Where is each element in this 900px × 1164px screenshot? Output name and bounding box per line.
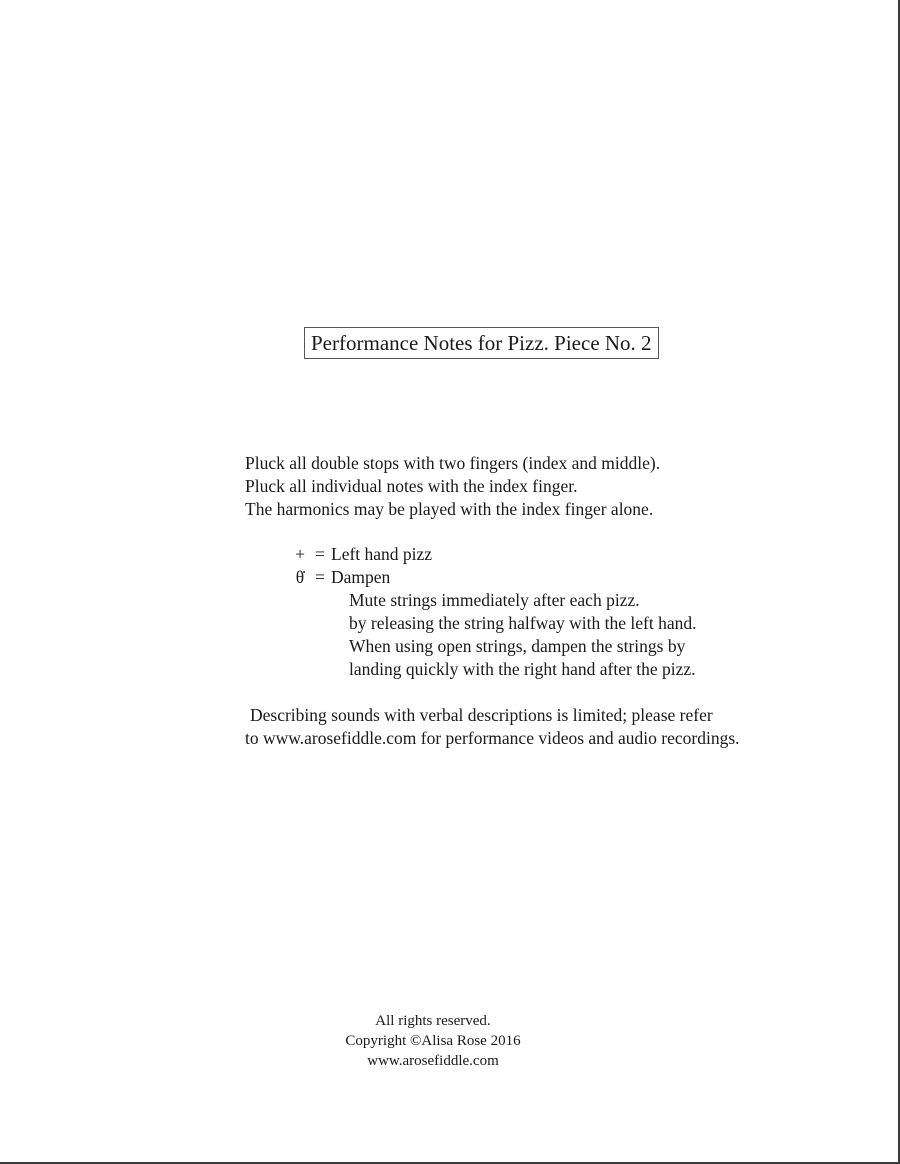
intro-line: Pluck all double stops with two fingers (index and middle).: [245, 453, 661, 473]
dampen-detail-line: When using open strings, dampen the strings by: [349, 636, 686, 656]
closing-note: [245, 704, 740, 750]
dampen-detail-line: landing quickly with the right hand after the pizz.: [349, 659, 696, 679]
rights-text: All rights reserved.: [375, 1013, 491, 1029]
legend-row-left-hand-pizz: [291, 543, 696, 566]
intro-instructions: [245, 452, 660, 521]
dampen-detail-line: Mute strings immediately after each pizz.: [349, 590, 640, 610]
legend-label: Left hand pizz: [331, 544, 433, 564]
copyright-text: Copyright ©Alisa Rose 2016: [345, 1033, 521, 1049]
legend-label: Dampen: [331, 567, 391, 587]
closing-line: Describing sounds with verbal descriptions is limited; please refer: [250, 705, 713, 725]
intro-line: The harmonics may be played with the index finger alone.: [245, 499, 654, 519]
dampen-detail-line: by releasing the string halfway with the left hand.: [349, 613, 697, 633]
intro-line: Pluck all individual notes with the index finger.: [245, 476, 578, 496]
copyright-footer: [333, 1011, 533, 1071]
dampen-symbol-icon: θ̇: [295, 567, 305, 587]
equals-sign: =: [315, 544, 325, 564]
plus-symbol-icon: +: [295, 544, 305, 564]
page-title: Performance Notes for Pizz. Piece No. 2: [304, 327, 659, 359]
symbol-legend: [291, 543, 696, 681]
equals-sign: =: [315, 567, 325, 587]
legend-row-dampen: [291, 566, 696, 589]
closing-line: to www.arosefiddle.com for performance videos and audio recordings.: [245, 728, 740, 748]
website-text: www.arosefiddle.com: [367, 1053, 499, 1069]
dampen-details: [291, 589, 696, 681]
